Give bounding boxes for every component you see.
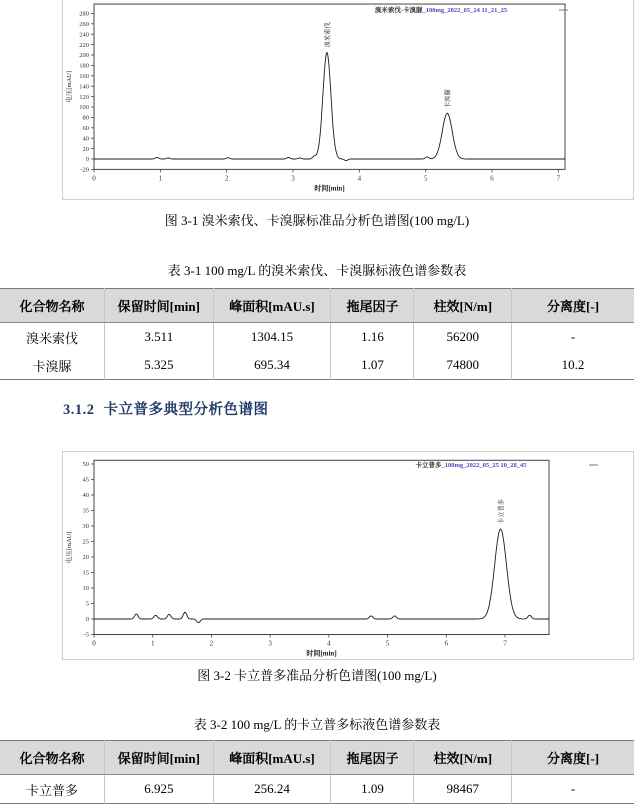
table-cell: 1.07 <box>331 351 414 380</box>
y-tick-label: -5 <box>83 631 89 639</box>
y-tick-label: 180 <box>79 62 89 70</box>
peak-label: 溴米索伐 <box>324 22 332 48</box>
table-cell: - <box>512 775 634 804</box>
y-tick-label: 35 <box>82 507 89 515</box>
y-tick-label: 30 <box>82 523 89 531</box>
table-row <box>0 323 634 352</box>
figure-3-2-chart-box <box>62 451 634 660</box>
table-cell: 1.09 <box>331 775 414 804</box>
section-number: 3.1.2 <box>63 402 95 418</box>
table-cell: 5.325 <box>105 351 213 380</box>
table-cell: 溴米索伐 <box>26 330 79 346</box>
table-cell: 74800 <box>414 351 512 380</box>
y-tick-label: 20 <box>82 145 89 153</box>
chromatogram-trace <box>94 529 549 623</box>
x-tick-label: 6 <box>444 639 449 648</box>
y-tick-label: 240 <box>79 31 89 39</box>
x-tick-label: 5 <box>423 174 428 183</box>
x-tick-label: 2 <box>209 639 214 648</box>
x-tick-label: 1 <box>158 174 163 183</box>
x-axis-title: 时间[min] <box>306 649 337 658</box>
chromatogram-bromisoval-carbromal <box>63 0 633 199</box>
peak-label: 卡立普多 <box>498 498 506 525</box>
y-tick-label: 45 <box>82 476 89 484</box>
x-tick-label: 7 <box>503 639 507 648</box>
y-axis-title: 电压[mAU] <box>66 531 73 564</box>
x-tick-label: 4 <box>357 174 362 183</box>
y-tick-label: 15 <box>82 569 89 577</box>
x-tick-label: 4 <box>327 639 331 648</box>
y-tick-label: 80 <box>82 114 89 122</box>
y-tick-label: 40 <box>82 135 89 143</box>
plot-frame <box>94 460 549 634</box>
table-cell: 1.16 <box>331 323 414 352</box>
table-3-2-title: 表 3-2 100 mg/L 的卡立普多标液色谱参数表 <box>193 717 441 732</box>
x-tick-label: 1 <box>150 639 155 648</box>
chromatogram-trace <box>94 53 565 161</box>
x-tick-label: 0 <box>92 174 96 183</box>
table-cell: 98467 <box>414 775 512 804</box>
section-title: 卡立普多典型分析色谱图 <box>103 402 269 418</box>
table-header-cell: 柱效[N/m] <box>414 289 512 323</box>
y-tick-label: 260 <box>79 21 89 28</box>
y-tick-label: 120 <box>79 93 89 101</box>
x-tick-label: 0 <box>92 639 96 648</box>
figure-3-2-caption: 图 3-2 卡立普多准品分析色谱图(100 mg/L) <box>197 668 437 683</box>
table-row <box>0 775 634 804</box>
x-axis-title: 时间[min] <box>314 184 345 193</box>
y-tick-label: -20 <box>80 166 89 174</box>
table-cell: 10.2 <box>512 351 634 380</box>
table-header-cell: 分离度[-] <box>512 741 634 775</box>
table-3-2 <box>0 740 634 804</box>
table-header-cell: 柱效[N/m] <box>414 741 512 775</box>
y-tick-label: 5 <box>85 600 89 608</box>
y-tick-label: 0 <box>85 156 89 164</box>
y-tick-label: 0 <box>85 616 89 624</box>
x-tick-label: 7 <box>556 174 561 183</box>
table-cell: 695.34 <box>213 351 331 380</box>
table-cell: 卡立普多 <box>26 782 79 798</box>
x-tick-label: 2 <box>224 174 229 183</box>
figure-3-1-caption: 图 3-1 溴米索伐、卡溴脲标准品分析色谱图(100 mg/L) <box>164 213 470 228</box>
y-tick-label: 100 <box>79 104 89 112</box>
table-header-cell: 峰面积[mAU.s] <box>213 289 331 323</box>
table-cell: 3.511 <box>105 323 213 352</box>
y-tick-label: 40 <box>82 492 89 500</box>
x-tick-label: 6 <box>490 174 494 183</box>
y-tick-label: 280 <box>79 10 89 18</box>
table-3-1 <box>0 288 634 380</box>
chromatogram-carisoprodol <box>63 452 633 659</box>
y-tick-label: 50 <box>82 461 89 469</box>
table-cell: 256.24 <box>213 775 331 804</box>
y-tick-label: 25 <box>82 538 89 546</box>
y-tick-label: 220 <box>79 41 89 49</box>
peak-label: 卡溴脲 <box>444 89 452 109</box>
x-tick-label: 3 <box>291 174 295 183</box>
table-header-cell: 拖尾因子 <box>331 289 414 323</box>
y-tick-label: 140 <box>79 83 89 91</box>
y-tick-label: 10 <box>82 585 89 593</box>
x-tick-label: 3 <box>268 639 272 648</box>
y-tick-label: 200 <box>79 52 89 60</box>
table-cell: - <box>512 323 634 352</box>
legend-label: 卡立普多_100mg_2022_05_25 10_28_45 <box>415 462 527 469</box>
table-row <box>0 351 634 380</box>
table-header-cell: 化合物名称 <box>0 741 105 775</box>
table-header-cell: 峰面积[mAU.s] <box>213 741 331 775</box>
y-axis-title: 电压[mAU] <box>66 70 73 103</box>
table-header-cell: 化合物名称 <box>0 289 105 323</box>
figure-3-1-chart-box <box>62 0 634 200</box>
legend-label: 溴米索伐-卡溴脲_100mg_2022_05_24 11_21_25 <box>374 7 508 14</box>
table-header-cell: 保留时间[min] <box>105 741 213 775</box>
section-heading-3-1-2 <box>63 398 269 419</box>
y-tick-label: 60 <box>82 125 89 132</box>
y-tick-label: 20 <box>82 554 89 562</box>
y-tick-label: 160 <box>79 73 89 80</box>
x-tick-label: 5 <box>385 639 390 648</box>
table-header-cell: 保留时间[min] <box>105 289 213 323</box>
table-cell: 56200 <box>414 323 512 352</box>
table-3-1-title: 表 3-1 100 mg/L 的溴米索伐、卡溴脲标液色谱参数表 <box>167 263 467 278</box>
table-cell: 6.925 <box>105 775 213 804</box>
table-cell: 1304.15 <box>213 323 331 352</box>
table-header-cell: 拖尾因子 <box>331 741 414 775</box>
table-cell: 卡溴脲 <box>32 358 72 374</box>
table-header-cell: 分离度[-] <box>512 289 634 323</box>
